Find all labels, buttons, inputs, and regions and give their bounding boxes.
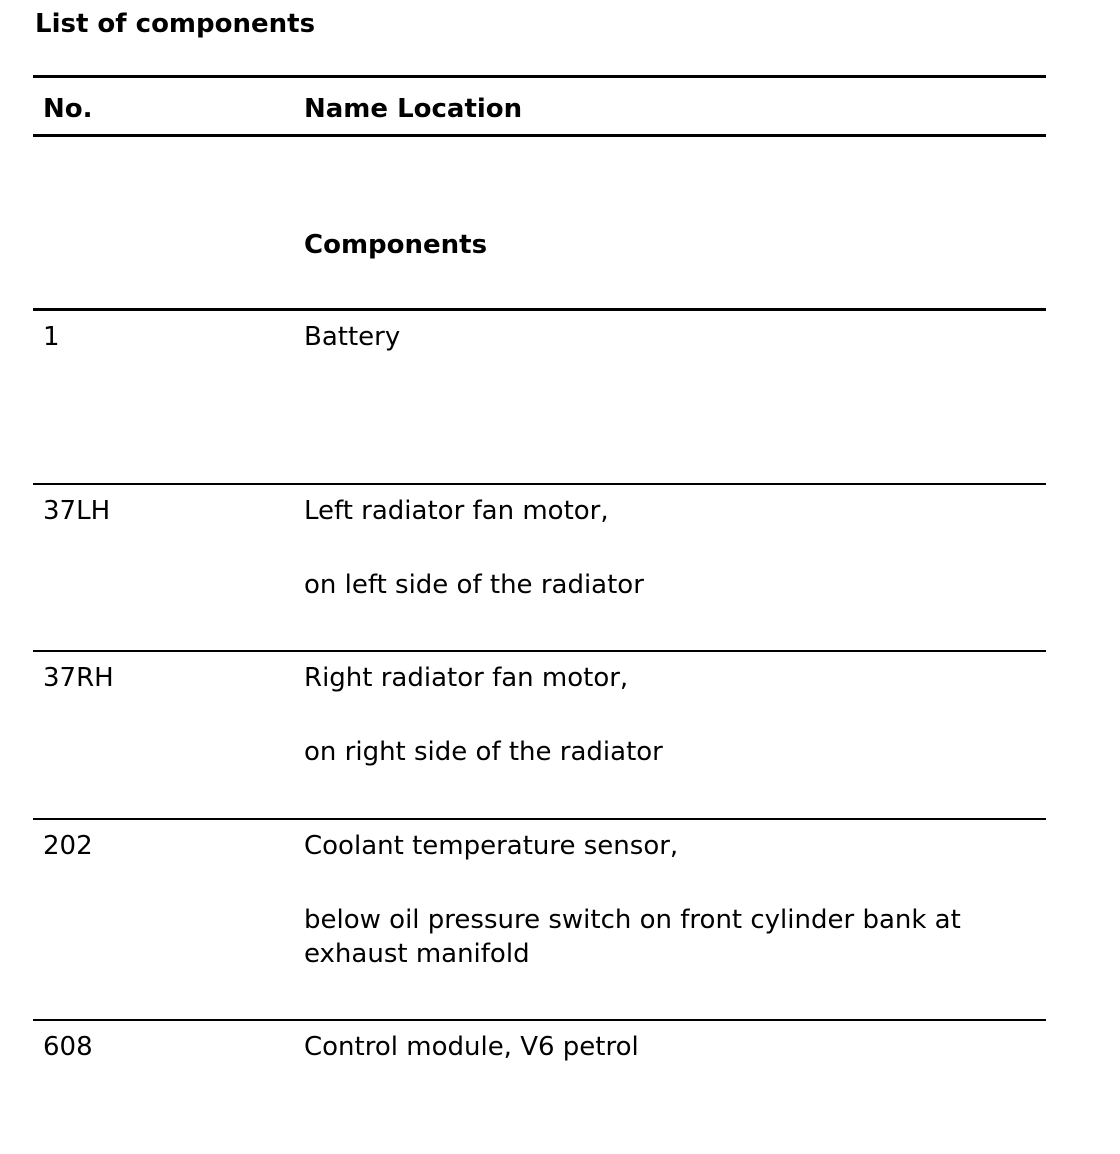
- header-bottom-rule: [33, 134, 1046, 137]
- section-rule: [33, 308, 1046, 311]
- row-number: 1: [43, 322, 60, 352]
- column-header-name-location: Name Location: [304, 94, 523, 124]
- row-location: on left side of the radiator: [304, 570, 644, 600]
- row-divider: [33, 650, 1046, 652]
- row-name: Right radiator fan motor,: [304, 663, 629, 693]
- page-title: List of components: [35, 9, 316, 39]
- column-header-number: No.: [43, 94, 93, 124]
- row-number: 608: [43, 1032, 93, 1062]
- section-heading: Components: [304, 230, 488, 260]
- row-name: Battery: [304, 322, 401, 352]
- row-divider: [33, 1019, 1046, 1021]
- row-location: on right side of the radiator: [304, 737, 663, 767]
- row-divider: [33, 818, 1046, 820]
- table-top-rule: [33, 75, 1046, 78]
- row-name: Control module, V6 petrol: [304, 1032, 639, 1062]
- row-name: Left radiator fan motor,: [304, 496, 609, 526]
- row-number: 202: [43, 831, 93, 861]
- row-name: Coolant temperature sensor,: [304, 831, 679, 861]
- row-number: 37RH: [43, 663, 114, 693]
- row-location: below oil pressure switch on front cylinder bank at exhaust manifold: [304, 905, 961, 969]
- row-divider: [33, 483, 1046, 485]
- row-number: 37LH: [43, 496, 111, 526]
